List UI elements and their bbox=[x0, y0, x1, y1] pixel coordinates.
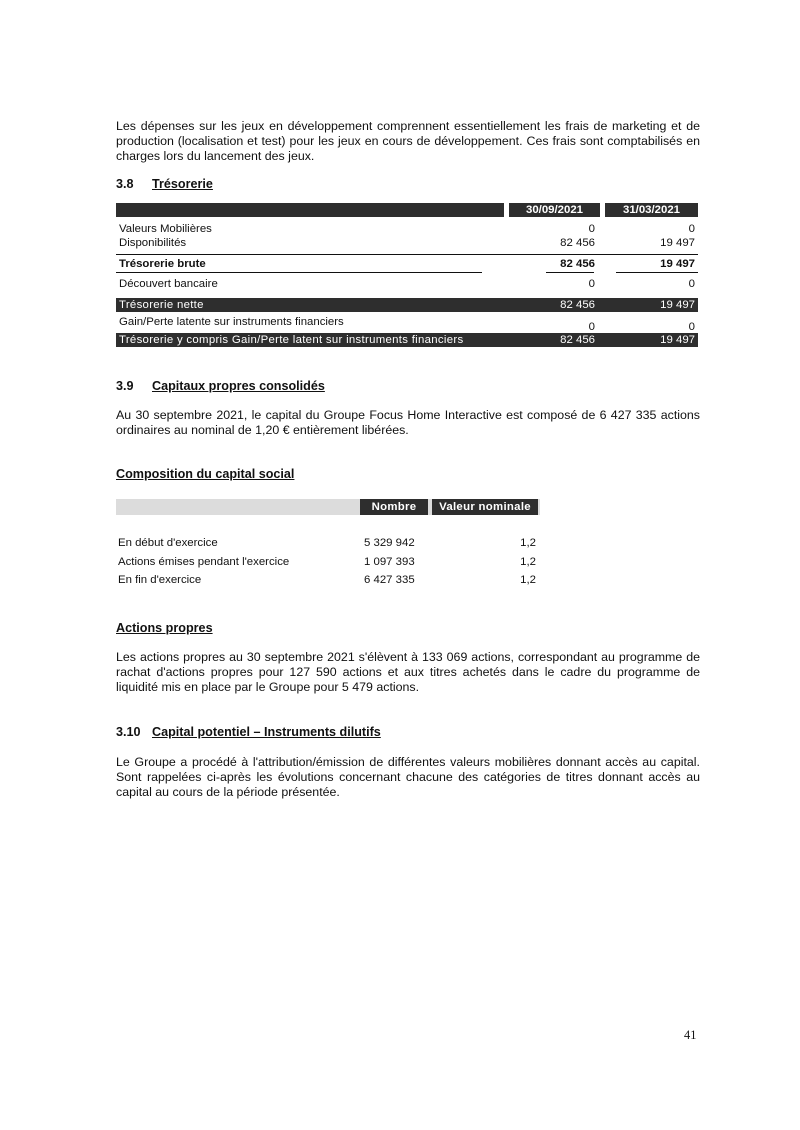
section-title: Capital potentiel – Instruments dilutifs bbox=[152, 725, 381, 739]
actions-propres-paragraph: Les actions propres au 30 septembre 2021 s'élèvent à 133 069 actions, correspondant au programme de rachat d'actions propres pour 127 590 actions et aux titres achetés dans le cadre du programme de liquidité mis en place par le Groupe pour 5 479 actions. bbox=[116, 650, 700, 694]
section-3-9-heading bbox=[116, 379, 325, 393]
column-header: Nombre bbox=[360, 499, 428, 515]
table-row: Découvert bancaire 0 0 bbox=[119, 278, 695, 290]
table-row: En début d'exercice 5 329 942 1,2 bbox=[118, 537, 536, 549]
section-title: Trésorerie bbox=[152, 177, 213, 191]
page-number: 41 bbox=[684, 1028, 697, 1042]
table-row: Gain/Perte latente sur instruments financiers 0 0 bbox=[119, 316, 695, 333]
table-row-highlight: Trésorerie y compris Gain/Perte latent sur instruments financiers 82 456 19 497 bbox=[116, 333, 698, 347]
table-row-highlight: Trésorerie nette 82 456 19 497 bbox=[116, 298, 698, 312]
dilutifs-paragraph: Le Groupe a procédé à l'attribution/émission de différentes valeurs mobilières donnant accès au capital. Sont rappelées ci-après les évolutions concernant chacune des catégories de titres donnant accès au capital au cours de la période présentée. bbox=[116, 755, 700, 799]
table-row: Actions émises pendant l'exercice 1 097 393 1,2 bbox=[118, 556, 536, 568]
intro-paragraph: Les dépenses sur les jeux en développement comprennent essentiellement les frais de marketing et de production (localisation et test) pour les jeux en cours de développement. Ces frais sont comptabilisés en charges lors du lancement des jeux. bbox=[116, 119, 700, 163]
composition-heading: Composition du capital social bbox=[116, 467, 295, 481]
table-row: Disponibilités 82 456 19 497 bbox=[119, 237, 695, 249]
section-3-10-heading bbox=[116, 725, 381, 739]
section-3-8-heading bbox=[116, 177, 213, 191]
section-title: Capitaux propres consolidés bbox=[152, 379, 325, 393]
table-header bbox=[116, 203, 698, 217]
table-row: En fin d'exercice 6 427 335 1,2 bbox=[118, 574, 536, 586]
tresorerie-table bbox=[116, 203, 698, 349]
column-header: Valeur nominale bbox=[432, 499, 538, 515]
capital-table bbox=[116, 499, 540, 591]
column-header: 30/09/2021 bbox=[525, 204, 583, 216]
section-number: 3.9 bbox=[116, 379, 134, 393]
column-header: 31/03/2021 bbox=[622, 204, 680, 216]
table-row: Valeurs Mobilières 0 0 bbox=[119, 223, 695, 235]
section-number: 3.8 bbox=[116, 177, 134, 191]
capital-paragraph: Au 30 septembre 2021, le capital du Groupe Focus Home Interactive est composé de 6 427 335 actions ordinaires au nominal de 1,20 € entièrement libérées. bbox=[116, 408, 700, 437]
actions-propres-heading: Actions propres bbox=[116, 621, 213, 635]
table-row: Trésorerie brute 82 456 19 497 bbox=[119, 258, 695, 270]
table-header bbox=[116, 499, 540, 515]
section-number: 3.10 bbox=[116, 725, 141, 739]
